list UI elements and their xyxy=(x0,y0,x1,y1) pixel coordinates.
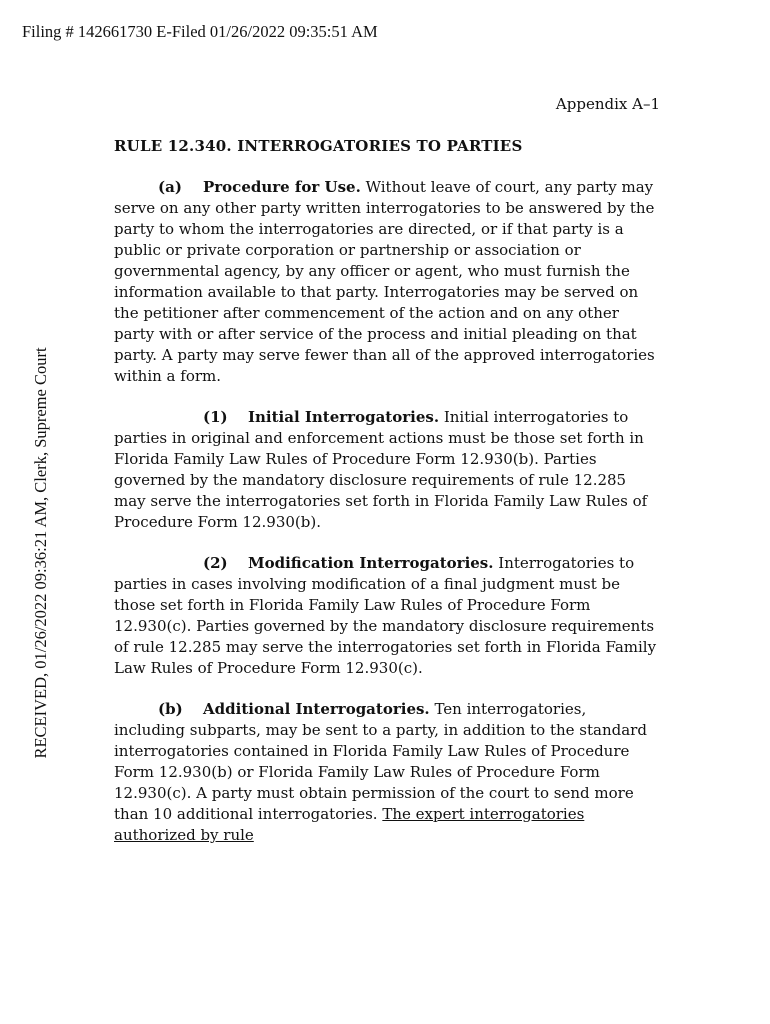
section-b-heading: Additional Interrogatories. xyxy=(203,700,430,718)
received-stamp: RECEIVED, 01/26/2022 09:36:21 AM, Clerk, Supreme Court xyxy=(31,347,50,759)
section-b-amendment-text: The expert interrogatories authorized by rule xyxy=(114,805,585,844)
section-a1-text: Initial interrogatories to parties in original and enforcement actions must be those set forth in Florida Family Law Rules of Procedure Form 12.930(b). Parties governed by the mandatory disclosure requirements of rule 12.285 may serve the interrogatories set forth in Florida Family Law Rules of Procedure Form 12.930(b). xyxy=(114,408,648,531)
document-body xyxy=(114,94,660,866)
appendix-label: Appendix A–1 xyxy=(555,95,660,113)
section-a1-paragraph xyxy=(114,407,660,533)
section-a1-label: (1) xyxy=(203,408,228,426)
section-a1-heading: Initial Interrogatories. xyxy=(248,408,440,426)
section-b-label: (b) xyxy=(158,700,183,718)
rule-title: RULE 12.340. INTERROGATORIES TO PARTIES xyxy=(114,137,523,155)
section-a2-heading: Modification Interrogatories. xyxy=(248,554,494,572)
section-b-paragraph xyxy=(114,699,660,846)
section-a-heading: Procedure for Use. xyxy=(203,178,361,196)
section-a2-label: (2) xyxy=(203,554,228,572)
section-b-text: Ten interrogatories, including subparts, may be sent to a party, in addition to the standard interrogatories contained in Florida Family Law Rules of Procedure Form 12.930(b) or Florida Family Law Rules of Procedure Form 12.930(c). A party must obtain permission of the court to send more than 10 additional interrogatories. xyxy=(114,700,647,823)
section-a2-paragraph xyxy=(114,553,660,679)
section-a2-text: Interrogatories to parties in cases involving modification of a final judgment must be those set forth in Florida Family Law Rules of Procedure Form 12.930(c). Parties governed by the mandatory disclosure requirements of rule 12.285 may serve the interrogatories set forth in Florida Family Law Rules of Procedure Form 12.930(c). xyxy=(114,554,657,677)
filing-header: Filing # 142661730 E-Filed 01/26/2022 09:35:51 AM xyxy=(22,22,378,41)
section-a-paragraph xyxy=(114,177,660,387)
section-a-label: (a) xyxy=(158,178,182,196)
section-a-text: Without leave of court, any party may serve on any other party written interrogatories to be answered by the party to whom the interrogatories are directed, or if that party is a public or private corporation or partnership or association or governmental agency, by any officer or agent, who must furnish the information available to that party. Interrogatories may be served on the petitioner after commencement of the action and on any other party with or after service of the process and initial pleading on that party. A party may serve fewer than all of the approved interrogatories within a form. xyxy=(114,178,655,385)
